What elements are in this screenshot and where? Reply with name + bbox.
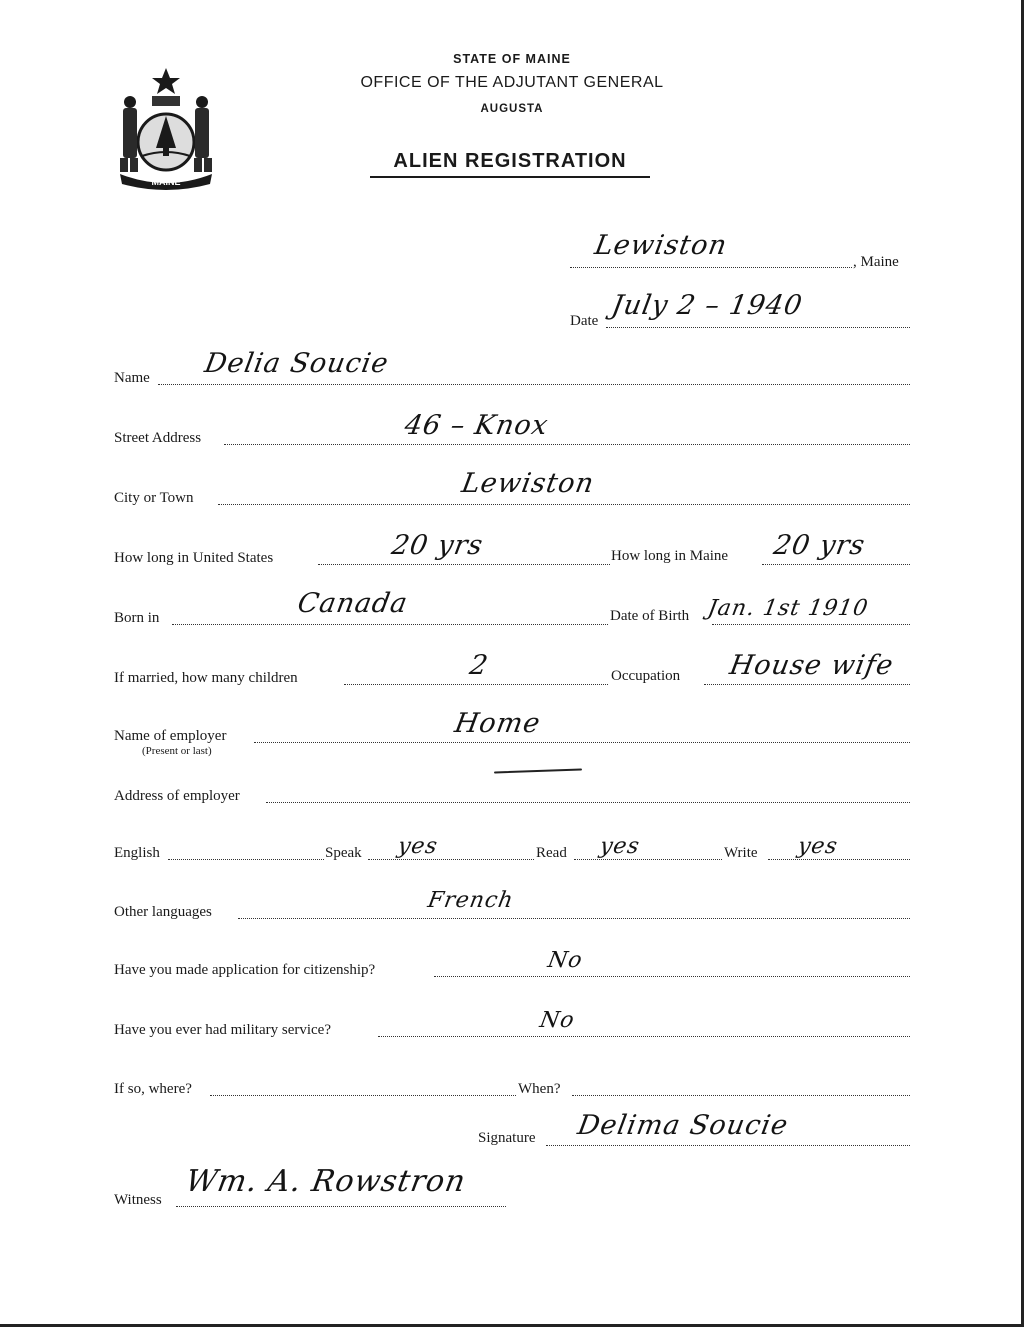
occupation-line [704,684,910,685]
children-label: If married, how many children [114,670,298,686]
other-languages-value: French [425,888,516,913]
employer-line [254,742,910,743]
witness-line [176,1206,506,1207]
office-heading: OFFICE OF THE ADJUTANT GENERAL [360,74,664,91]
date-label: Date [570,313,599,329]
english-line [168,859,324,860]
citizenship-value: No [545,948,585,973]
signature-label: Signature [478,1130,536,1146]
witness-label: Witness [114,1192,162,1208]
employer-sublabel: (Present or last) [142,745,212,757]
dob-value: Jan. 1st 1910 [705,596,871,621]
signature-line [546,1145,910,1146]
state-heading: STATE OF MAINE [453,52,571,66]
city-label: City or Town [114,490,194,506]
name-value: Delia Soucie [202,348,392,379]
us-years-line [318,564,610,565]
citizenship-line [434,976,910,977]
read-line [574,859,722,860]
street-label: Street Address [114,430,202,446]
employer-address-line [266,802,910,803]
location-value: Lewiston [592,230,730,261]
military-line [378,1036,910,1037]
form-title: ALIEN REGISTRATION [370,150,650,178]
write-line [768,859,910,860]
witness-value: Wm. A. Rowstron [182,1164,469,1199]
name-line [158,384,910,385]
city-value: Lewiston [459,468,597,499]
write-label: Write [724,845,758,861]
born-label: Born in [114,610,160,626]
other-languages-line [238,918,910,919]
dob-line [712,624,910,625]
location-line [570,267,852,268]
citizenship-label: Have you made application for citizenship? [114,962,376,978]
read-label: Read [536,845,567,861]
maine-years-value: 20 yrs [771,530,868,561]
name-label: Name [114,370,150,386]
city-heading: AUGUSTA [480,103,544,115]
other-languages-label: Other languages [114,904,212,920]
military-value: No [537,1008,577,1033]
english-label: English [114,845,160,861]
employer-label: Name of employer [114,728,227,744]
born-line [172,624,608,625]
us-years-label: How long in United States [114,550,274,566]
children-value: 2 [467,650,491,681]
speak-line [368,859,534,860]
where-label: If so, where? [114,1081,192,1097]
when-line [572,1095,910,1096]
occupation-value: House wife [727,650,897,681]
children-line [344,684,608,685]
military-label: Have you ever had military service? [114,1022,331,1038]
maine-years-line [762,564,910,565]
signature-value: Delima Soucie [575,1110,791,1141]
city-line [218,504,910,505]
speak-value: yes [395,834,440,859]
us-years-value: 20 yrs [389,530,486,561]
write-value: yes [795,834,840,859]
speak-label: Speak [325,845,362,861]
location-suffix: , Maine [853,254,899,270]
svg-text:MAINE: MAINE [151,177,181,187]
maine-years-label: How long in Maine [611,548,729,564]
occupation-label: Occupation [611,668,681,684]
when-label: When? [518,1081,561,1097]
born-value: Canada [295,588,411,619]
where-line [210,1095,516,1096]
street-line [224,444,910,445]
date-line [606,327,910,328]
employer-value: Home [452,708,544,739]
maine-state-seal-icon [112,64,220,192]
dob-label: Date of Birth [610,608,690,624]
street-value: 46 – Knox [402,410,551,441]
read-value: yes [597,834,642,859]
employer-address-label: Address of employer [114,788,240,804]
date-value: July 2 – 1940 [609,290,805,321]
